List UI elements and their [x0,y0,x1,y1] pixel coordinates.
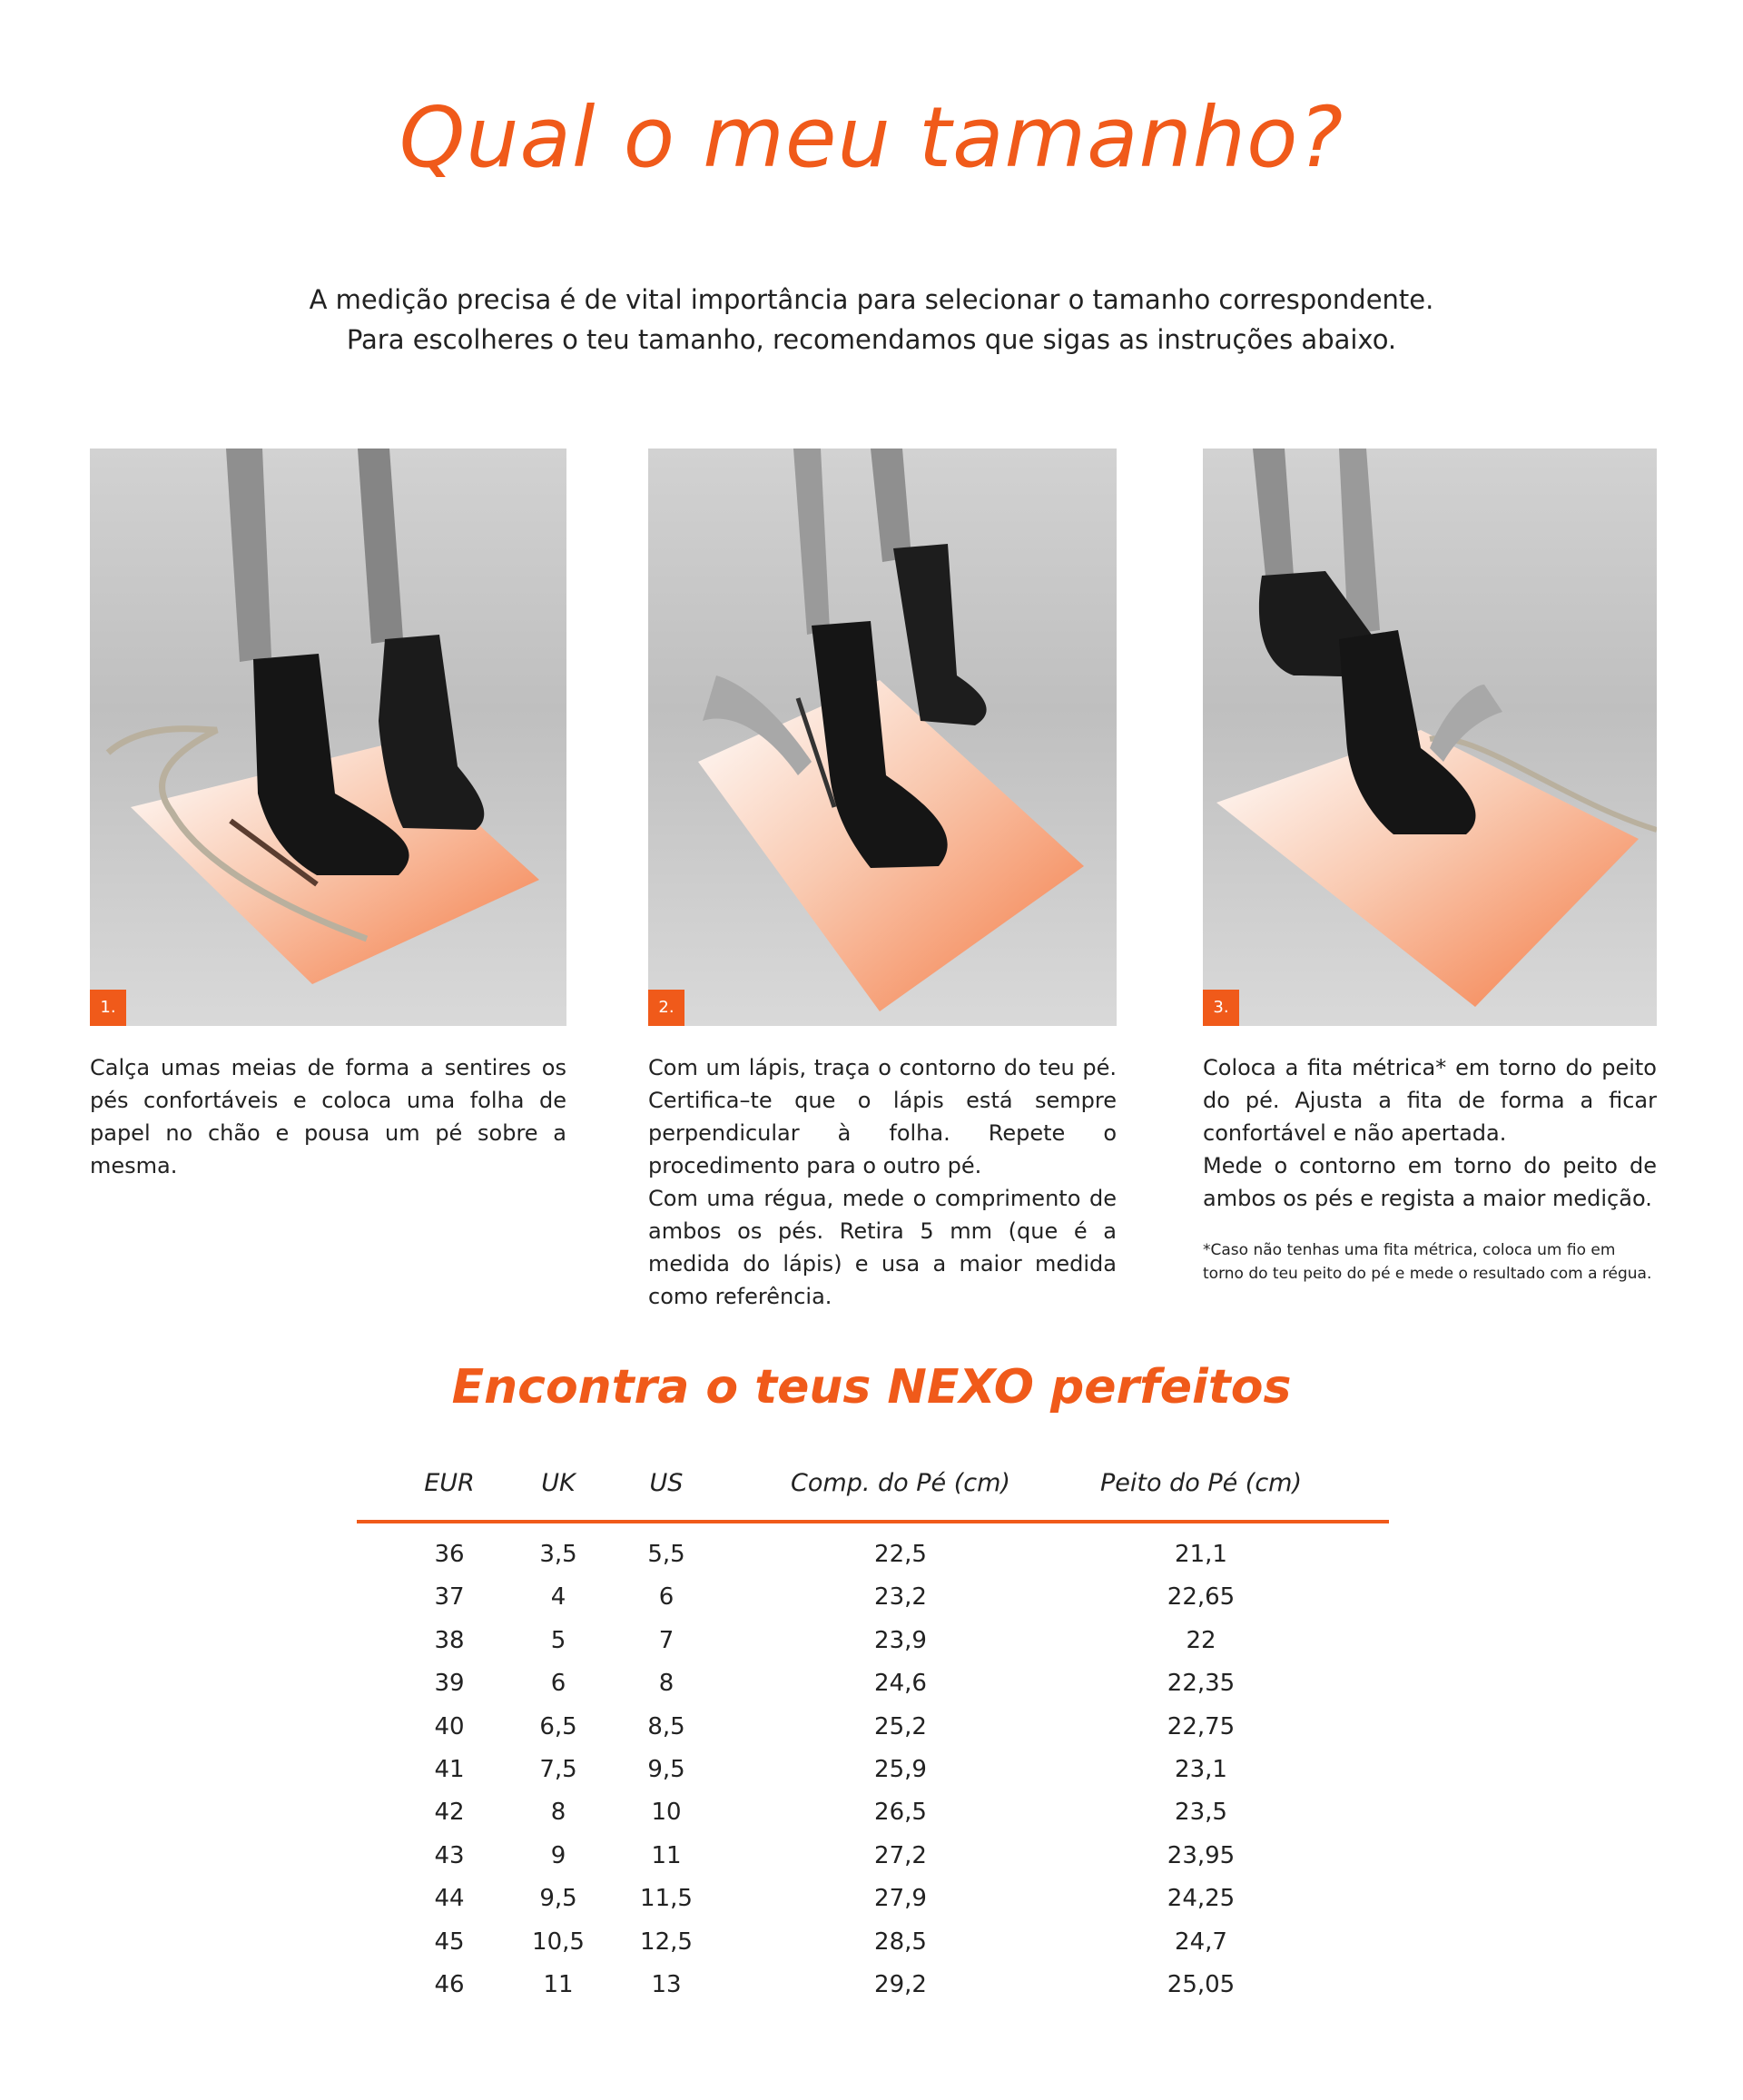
cell-uk: 4 [550,1583,566,1612]
cell-instep: 23,1 [1175,1755,1227,1783]
step-3-paragraph-2: Mede o contorno em torno do peito de ambos os pés e regista a maior medição. [1203,1153,1657,1211]
cell-us: 7 [658,1626,675,1654]
step-2-number: 2. [648,990,684,1026]
cell-foot-length: 29,2 [874,1970,927,1998]
cell-foot-length: 23,9 [874,1626,927,1654]
step-1-paragraph: Calça umas meias de forma a sentires os pés confortáveis e coloca uma folha de papel no chão e pousa um pé sobre a mesma. [90,1055,566,1178]
cell-us: 8,5 [647,1712,685,1740]
size-table [357,1464,1389,1998]
cell-us: 11,5 [640,1885,693,1913]
cell-eur: 44 [434,1885,465,1913]
intro-line-2: Para escolheres o teu tamanho, recomendamos que sigas as instruções abaixo. [346,324,1397,355]
table-row [357,1838,1389,1880]
cell-eur: 43 [434,1841,465,1869]
table-row [357,1794,1389,1837]
step-3-illustration [1203,449,1657,1026]
step-1 [90,449,566,1182]
table-row [357,1579,1389,1622]
size-table-header [357,1464,1389,1522]
step-2-paragraph-2: Com uma régua, mede o comprimento de ambos os pés. Retira 5 mm (que é a medida do lápis) e usa a maior medida como referência. [648,1186,1117,1309]
cell-instep: 23,95 [1167,1841,1236,1869]
cell-uk: 10,5 [532,1927,585,1956]
step-3-footnote: *Caso não tenhas uma fita métrica, coloca um fio em torno do teu peito do pé e mede o resultado com a régua. [1203,1241,1652,1283]
step-1-photo [90,449,566,1026]
cell-uk: 3,5 [539,1541,577,1568]
step-2-paragraph-1: Com um lápis, traça o contorno do teu pé. Certifica–te que o lápis está sempre perpendicular à folha. Repete o procedimento para o outro pé. [648,1055,1117,1178]
cell-foot-length: 26,5 [874,1799,927,1827]
step-2 [648,449,1117,1313]
cell-instep: 22,65 [1167,1583,1236,1612]
cell-foot-length: 28,5 [874,1927,927,1956]
cell-foot-length: 25,2 [874,1712,927,1740]
page-title: Qual o meu tamanho? [399,89,1344,186]
cell-foot-length: 23,2 [874,1583,927,1612]
step-2-illustration [648,449,1117,1026]
table-row [357,1924,1389,1967]
cell-uk: 9,5 [539,1885,577,1913]
cell-instep: 24,25 [1167,1885,1236,1913]
cell-instep: 21,1 [1175,1541,1227,1568]
cell-eur: 36 [434,1541,465,1568]
table-row [357,1880,1389,1923]
cell-uk: 7,5 [539,1755,577,1783]
cell-eur: 41 [434,1755,465,1783]
cell-eur: 46 [434,1970,465,1998]
cell-us: 13 [651,1970,682,1998]
cell-foot-length: 24,6 [874,1670,927,1698]
header-uk: UK [541,1469,576,1497]
cell-eur: 42 [434,1799,465,1827]
step-2-text [648,1051,1117,1313]
table-row [357,1709,1389,1751]
cell-foot-length: 27,2 [874,1841,927,1869]
cell-uk: 5 [550,1626,566,1654]
cell-us: 12,5 [640,1927,693,1956]
step-1-number: 1. [90,990,126,1026]
step-3 [1203,449,1657,1286]
cell-eur: 38 [434,1626,465,1654]
cell-foot-length: 25,9 [874,1755,927,1783]
cell-eur: 37 [434,1583,465,1612]
cell-instep: 22 [1186,1626,1216,1654]
table-row [357,1751,1389,1794]
header-eur: EUR [424,1469,475,1497]
cell-instep: 22,35 [1167,1670,1236,1698]
intro-text [0,280,1743,360]
cell-instep: 22,75 [1167,1712,1236,1740]
header-foot-length: Comp. do Pé (cm) [791,1469,1010,1497]
cell-uk: 8 [550,1799,566,1827]
size-table-title: Encontra o teus NEXO perfeitos [451,1360,1292,1415]
cell-uk: 6 [550,1670,566,1698]
cell-instep: 24,7 [1175,1927,1227,1956]
size-table-body [357,1536,1389,2009]
cell-eur: 40 [434,1712,465,1740]
cell-foot-length: 22,5 [874,1541,927,1568]
cell-us: 8 [658,1670,675,1698]
table-row [357,1967,1389,2009]
step-2-photo [648,449,1117,1026]
step-3-photo [1203,449,1657,1026]
table-row [357,1665,1389,1708]
cell-eur: 39 [434,1670,465,1698]
cell-eur: 45 [434,1927,465,1956]
step-3-text [1203,1051,1657,1215]
cell-us: 6 [658,1583,675,1612]
cell-uk: 9 [550,1841,566,1869]
cell-uk: 6,5 [539,1712,577,1740]
cell-us: 9,5 [647,1755,685,1783]
step-1-text [90,1051,566,1182]
table-row [357,1536,1389,1579]
intro-line-1: A medição precisa é de vital importância para selecionar o tamanho correspondente. [309,284,1434,315]
header-instep: Peito do Pé (cm) [1099,1469,1303,1497]
cell-instep: 23,5 [1175,1799,1227,1827]
cell-us: 5,5 [647,1541,685,1568]
header-divider [357,1520,1389,1523]
step-3-number: 3. [1203,990,1239,1026]
cell-instep: 25,05 [1167,1970,1236,1998]
step-1-illustration [90,449,566,1026]
cell-foot-length: 27,9 [874,1885,927,1913]
table-row [357,1622,1389,1665]
cell-uk: 11 [543,1970,574,1998]
header-us: US [649,1469,684,1497]
step-3-paragraph-1: Coloca a fita métrica* em torno do peito do pé. Ajusta a fita de forma a ficar confortável e não apertada. [1203,1055,1657,1146]
cell-us: 10 [651,1799,682,1827]
cell-us: 11 [651,1841,682,1869]
